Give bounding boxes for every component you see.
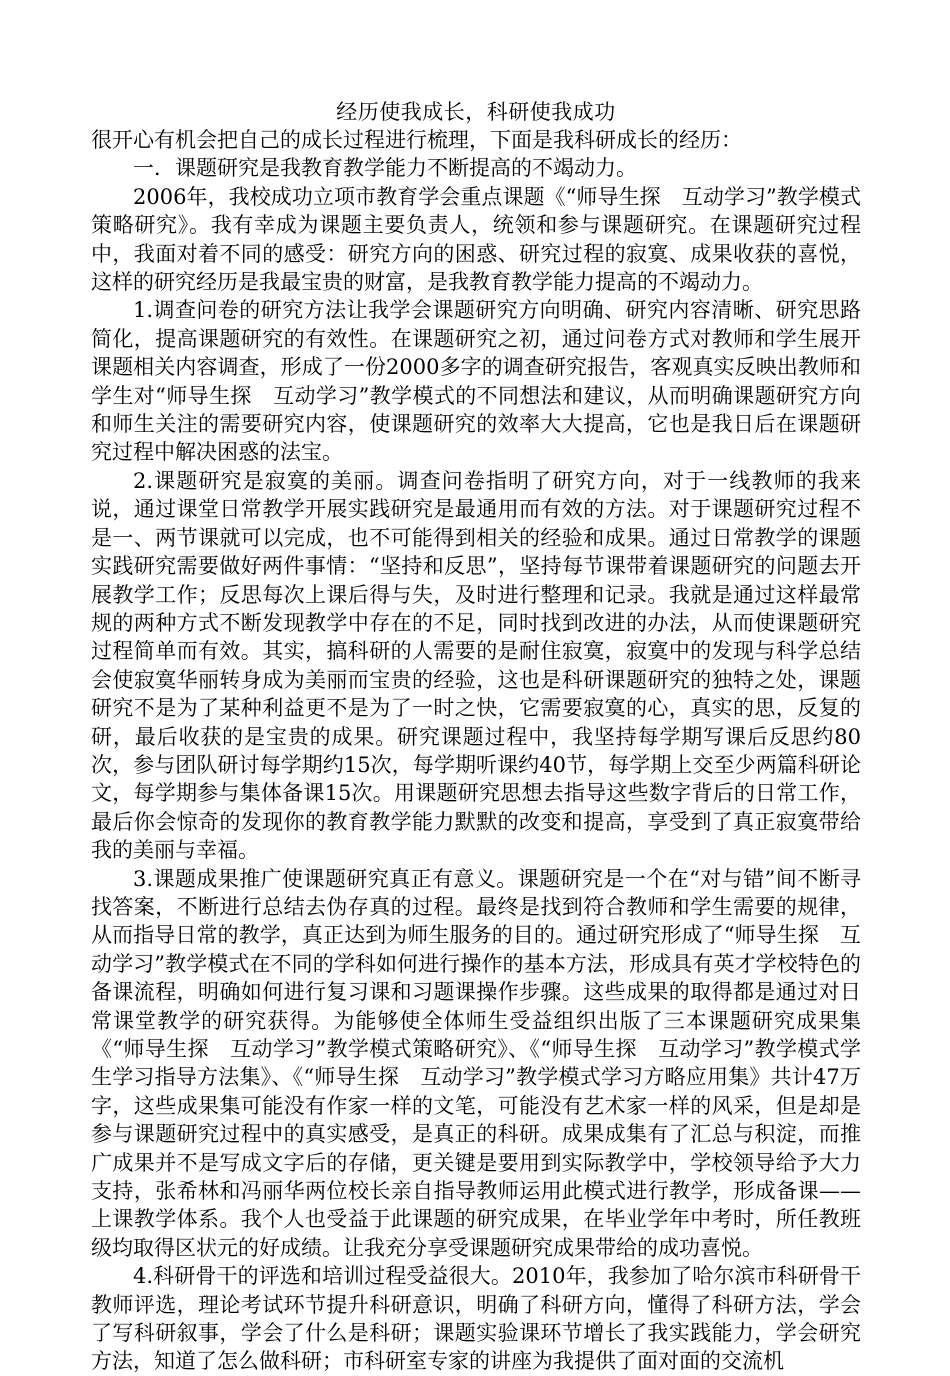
paragraph-point-1: 1.调查问卷的研究方法让我学会课题研究方向明确、研究内容清晰、研究思路简化，提高课题研究的有效性。在课题研究之初，通过问卷方式对教师和学生展开课题相关内容调查，形成了一份2000多字的调查研究报告，客观真实反映出教师和学生对“师导生探 互动学习”教学模式的不同想法和建议，从而明确课题研究方向和师生关注的需要研究内容，使课题研究的效率大大提高，它也是我日后在课题研究过程中解决困惑的法宝。 — [91, 298, 861, 465]
document-page — [91, 98, 861, 1376]
paragraph-point-4: 4.科研骨干的评选和培训过程受益很大。2010年，我参加了哈尔滨市科研骨干教师评选，理论考试环节提升科研意识，明确了科研方向，懂得了科研方法，学会了写科研叙事，学会了什么是科研；课题实验课环节增长了我实践能力，学会研究方法，知道了怎么做科研；市科研室专家的讲座为我提供了面对面的交流机 — [91, 1264, 861, 1374]
paragraph-intro: 很开心有机会把自己的成长过程进行梳理，下面是我科研成长的经历： — [91, 128, 742, 152]
document-title: 经历使我成长，科研使我成功 — [336, 100, 616, 124]
paragraph-point-2: 2.课题研究是寂寞的美丽。调查问卷指明了研究方向，对于一线教师的我来说，通过课堂日常教学开展实践研究是最通用而有效的方法。对于课题研究过程不是一、两节课就可以完成，也不可能得到相关的经验和成果。通过日常教学的课题实践研究需要做好两件事情：“坚持和反思”，坚持每节课带着课题研究的问题去开展教学工作；反思每次上课后得与失，及时进行整理和记录。我就是通过这样最常规的两种方式不断发现教学中存在的不足，同时找到改进的办法，从而使课题研究过程简单而有效。其实，搞科研的人需要的是耐住寂寞，寂寞中的发现与科学总结会使寂寞华丽转身成为美丽而宝贵的经验，这也是科研课题研究的独特之处，课题研究不是为了某种利益更不是为了一时之快，它需要寂寞的心，真实的思，反复的研，最后收获的是宝贵的成果。研究课题过程中，我坚持每学期写课后反思约80次，参与团队研讨每学期约15次，每学期听课约40节，每学期上交至少两篇科研论文，每学期参与集体备课15次。用课题研究思想去指导这些数字背后的日常工作，最后你会惊奇的发现你的教育教学能力默默的改变和提高，享受到了真正寂寞带给我的美丽与幸福。 — [91, 468, 861, 863]
paragraph-project-overview: 2006年，我校成功立项市教育学会重点课题《“师导生探 互动学习”教学模式策略研究》。我有幸成为课题主要负责人，统领和参与课题研究。在课题研究过程中，我面对着不同的感受：研究方向的困惑、研究过程的寂寞、成果收获的喜悦，这样的研究经历是我最宝贵的财富，是我教育教学能力提高的不竭动力。 — [91, 184, 861, 295]
section-heading-1: 一．课题研究是我教育教学能力不断提高的不竭动力。 — [133, 156, 637, 181]
paragraph-point-3: 3.课题成果推广使课题研究真正有意义。课题研究是一个在“对与错”间不断寻找答案，不断进行总结去伪存真的过程。最终是找到符合教师和学生需要的规律，从而指导日常的教学，真正达到为师生服务的目的。通过研究形成了“师导生探 互动学习”教学模式在不同的学科如何进行操作的基本方法，形成具有英才学校特色的备课流程，明确如何进行复习课和习题课操作步骤。这些成果的取得都是通过对日常课堂教学的研究获得。为能够使全体师生受益组织出版了三本课题研究成果集《“师导生探 互动学习”教学模式策略研究》、《“师导生探 互动学习”教学模式学生学习指导方法集》、《“师导生探 互动学习”教学模式学习方略应用集》共计47万字，这些成果集可能没有作家一样的文笔，可能没有艺术家一样的风采，但是却是参与课题研究过程中的真实感受，是真正的科研。成果成集有了汇总与积淀，而推广成果并不是写成文字后的存储，更关键是要用到实际教学中，学校领导给予大力支持，张希林和冯丽华两位校长亲自指导教师运用此模式进行教学，形成备课——上课教学体系。我个人也受益于此课题的研究成果，在毕业学年中考时，所任教班级均取得区状元的好成绩。让我充分享受课题研究成果带给的成功喜悦。 — [91, 866, 861, 1260]
